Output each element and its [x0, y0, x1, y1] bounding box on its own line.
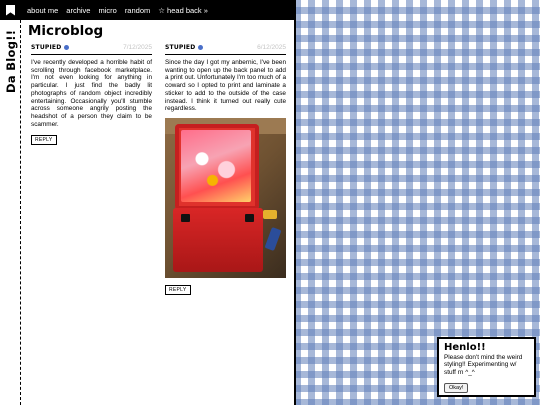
post-author-name: STUPIED [165, 44, 196, 51]
popup-message: Please don't mind the weird styling!! Experimenting w/ stuff rn ^_^ [444, 354, 523, 376]
photo-sticker [181, 130, 251, 202]
post [165, 43, 286, 296]
photo-case-button [181, 214, 190, 222]
site-title[interactable]: Da Blog!! [4, 29, 18, 93]
verified-icon [198, 45, 203, 50]
photo-object [263, 210, 277, 219]
post-body: I've recently developed a horrible habit of scrolling through facebook marketplace. I'm not even looking for anything in particular. I just find the badly lit photographs of random object incredibly entertaining. Occasionally you'll stumble across someone angrily posting the headshot of a person they claim to be scammer. [31, 59, 152, 128]
bookmark-icon [6, 5, 15, 16]
top-nav [0, 0, 294, 20]
photo-case-body [173, 208, 263, 272]
photo-case-button [245, 214, 254, 222]
post-body: Since the day I got my anbernic, I've been wanting to open up the back panel to add a print out. Unfortunately I'm too much of a coward so I opted to print and laminate a sticker to add to the outside of the case instead. I think it turned out really cute regardless. [165, 59, 286, 113]
okay-button[interactable]: Okay! [444, 383, 468, 393]
photo-object [265, 227, 282, 251]
post-author[interactable] [165, 44, 203, 51]
post-date: 6/12/2025 [257, 44, 286, 51]
verified-icon [64, 45, 69, 50]
nav-link-micro[interactable]: micro [98, 5, 117, 15]
reply-button[interactable]: REPLY [31, 135, 57, 145]
post-header [31, 43, 152, 55]
popup-title: Henlo!! [444, 342, 486, 353]
welcome-popup [437, 337, 536, 397]
post-header [165, 43, 286, 55]
post-author-name: STUPIED [31, 44, 62, 51]
post-date: 7/12/2025 [123, 44, 152, 51]
post-photo[interactable] [165, 118, 286, 278]
post [31, 43, 152, 146]
page-title: Microblog [28, 23, 104, 39]
post-author[interactable] [31, 44, 69, 51]
sidebar [0, 20, 21, 405]
nav-link-random[interactable]: random [124, 5, 151, 15]
nav-link-about-me[interactable]: about me [27, 5, 59, 15]
nav-link-archive[interactable]: archive [66, 5, 91, 15]
reply-button[interactable]: REPLY [165, 285, 191, 295]
photo-case-screen [175, 124, 259, 210]
nav-link-head-back[interactable]: ☆ head back » [158, 5, 208, 15]
